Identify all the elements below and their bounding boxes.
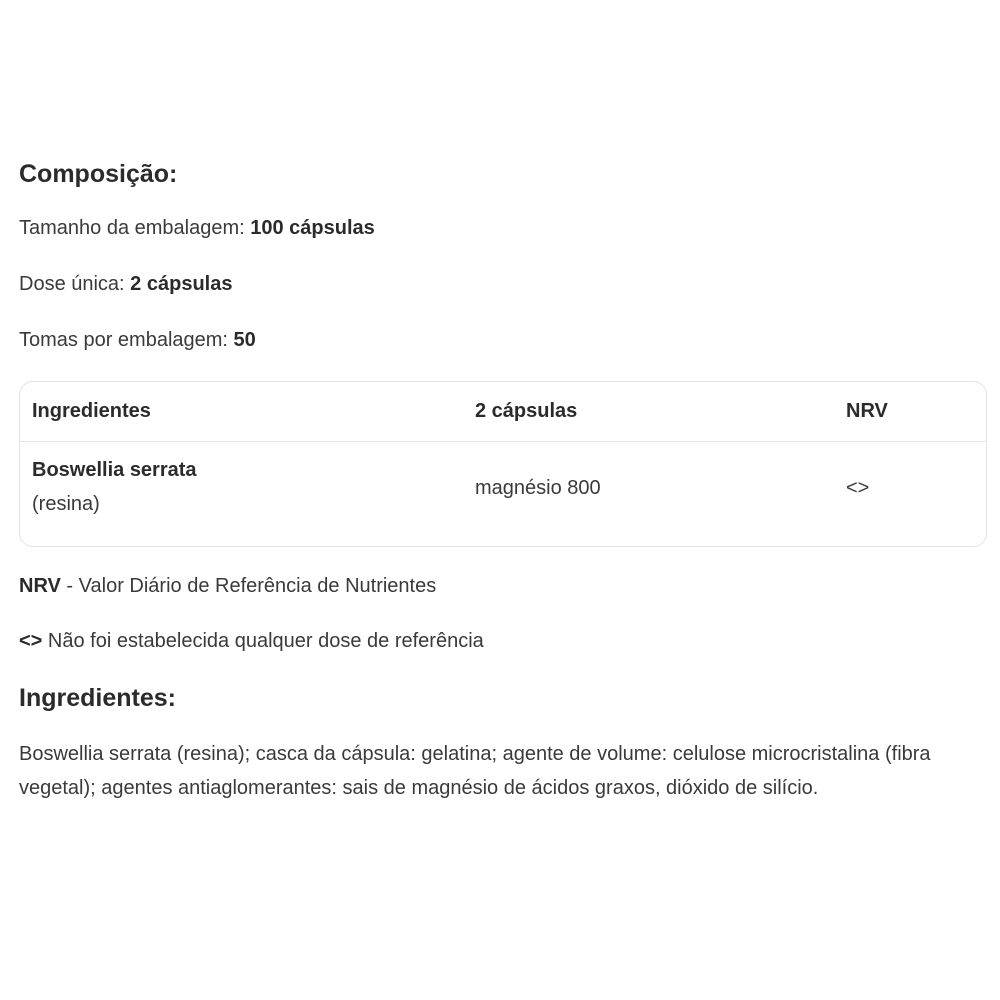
nrv-note-text: - Valor Diário de Referência de Nutrientes <box>60 575 437 597</box>
row-nrv: <> <box>846 477 870 499</box>
header-ingredients: Ingredientes <box>32 400 151 422</box>
header-nrv: NRV <box>846 400 888 422</box>
single-dose-value: 2 cápsulas <box>130 273 233 295</box>
symbol-note <box>19 630 484 653</box>
package-size-value: 100 cápsulas <box>250 217 375 239</box>
servings-label: Tomas por embalagem: <box>19 329 234 351</box>
header-amount: 2 cápsulas <box>475 400 578 422</box>
nutrition-table <box>19 381 987 547</box>
ingredients-heading: Ingredientes: <box>19 684 176 712</box>
symbol-mark: <> <box>19 630 43 652</box>
single-dose-line <box>19 273 232 296</box>
table-header-row <box>20 382 986 442</box>
composition-heading: Composição: <box>19 160 178 188</box>
single-dose-label: Dose única: <box>19 273 131 295</box>
row-ingredient-detail: (resina) <box>32 493 100 515</box>
nrv-note <box>19 575 436 598</box>
symbol-note-text: Não foi estabelecida qualquer dose de referência <box>42 630 484 652</box>
servings-line <box>19 329 256 352</box>
row-amount: magnésio 800 <box>475 477 601 499</box>
row-ingredient-name: Boswellia serrata <box>32 459 197 481</box>
nrv-abbr: NRV <box>19 575 61 597</box>
servings-value: 50 <box>233 329 256 351</box>
package-size-label: Tamanho da embalagem: <box>19 217 251 239</box>
package-size-line <box>19 217 375 240</box>
ingredients-text: Boswellia serrata (resina); casca da cápsula: gelatina; agente de volume: celulose microcristalina (fibra vegetal); agentes antiaglomerantes: sais de magnésio de ácidos graxos, dióxido de silício. <box>19 743 931 799</box>
